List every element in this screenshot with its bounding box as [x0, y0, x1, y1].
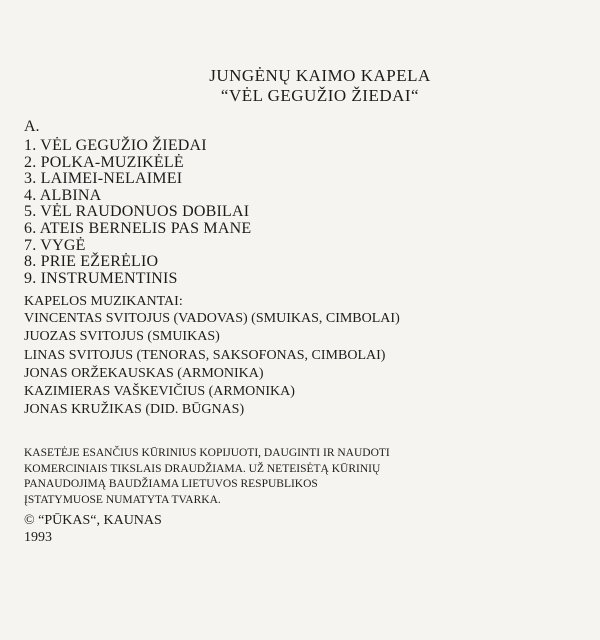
- track-item: 8. PRIE EŽERĖLIO: [24, 253, 159, 271]
- track-list: [24, 138, 251, 287]
- track-item: 9. INSTRUMENTINIS: [24, 269, 178, 287]
- track-item: 3. LAIMEI-NELAIMEI: [24, 170, 183, 188]
- notice-line: PANAUDOJIMĄ BAUDŽIAMA LIETUVOS RESPUBLIKOS: [24, 478, 318, 490]
- side-label: A.: [24, 118, 40, 135]
- musician-item: JUOZAS SVITOJUS (SMUIKAS): [24, 329, 220, 345]
- track-item: 7. VYGĖ: [24, 236, 86, 254]
- copyright-notice: [24, 446, 464, 508]
- musician-item: JONAS KRUŽIKAS (DID. BŪGNAS): [24, 402, 245, 418]
- track-item: 2. POLKA-MUZIKĖLĖ: [24, 153, 184, 171]
- musician-item: KAZIMIERAS VAŠKEVIČIUS (ARMONIKA): [24, 384, 295, 400]
- notice-line: KASETĖJE ESANČIUS KŪRINIUS KOPIJUOTI, DAUGINTI IR NAUDOTI: [24, 447, 390, 459]
- musician-item: JONAS ORŽEKAUSKAS (ARMONIKA): [24, 365, 264, 381]
- track-item: 6. ATEIS BERNELIS PAS MANE: [24, 219, 252, 237]
- track-item: 4. ALBINA: [24, 186, 102, 204]
- notice-line: KOMERCINIAIS TIKSLAIS DRAUDŽIAMA. UŽ NETEISĖTĄ KŪRINIŲ: [24, 462, 381, 475]
- musicians-heading: KAPELOS MUZIKANTAI:: [24, 294, 183, 309]
- track-item: 5. VĖL RAUDONUOS DOBILAI: [24, 203, 250, 221]
- notice-line: ĮSTATYMUOSE NUMATYTA TVARKA.: [24, 493, 221, 506]
- musician-item: VINCENTAS SVITOJUS (VADOVAS) (SMUIKAS, CIMBOLAI): [24, 311, 400, 326]
- release-year: 1993: [24, 530, 52, 545]
- musician-list: [24, 310, 400, 420]
- band-name: JUNGĖNŲ KAIMO KAPELA: [209, 66, 431, 85]
- musician-item: LINAS SVITOJUS (TENORAS, SAKSOFONAS, CIMBOLAI): [24, 347, 386, 363]
- track-item: 1. VĖL GEGUŽIO ŽIEDAI: [24, 137, 207, 154]
- album-title: “VĖL GEGUŽIO ŽIEDAI“: [220, 86, 420, 105]
- publisher-line: © “PŪKAS“, KAUNAS: [24, 513, 162, 528]
